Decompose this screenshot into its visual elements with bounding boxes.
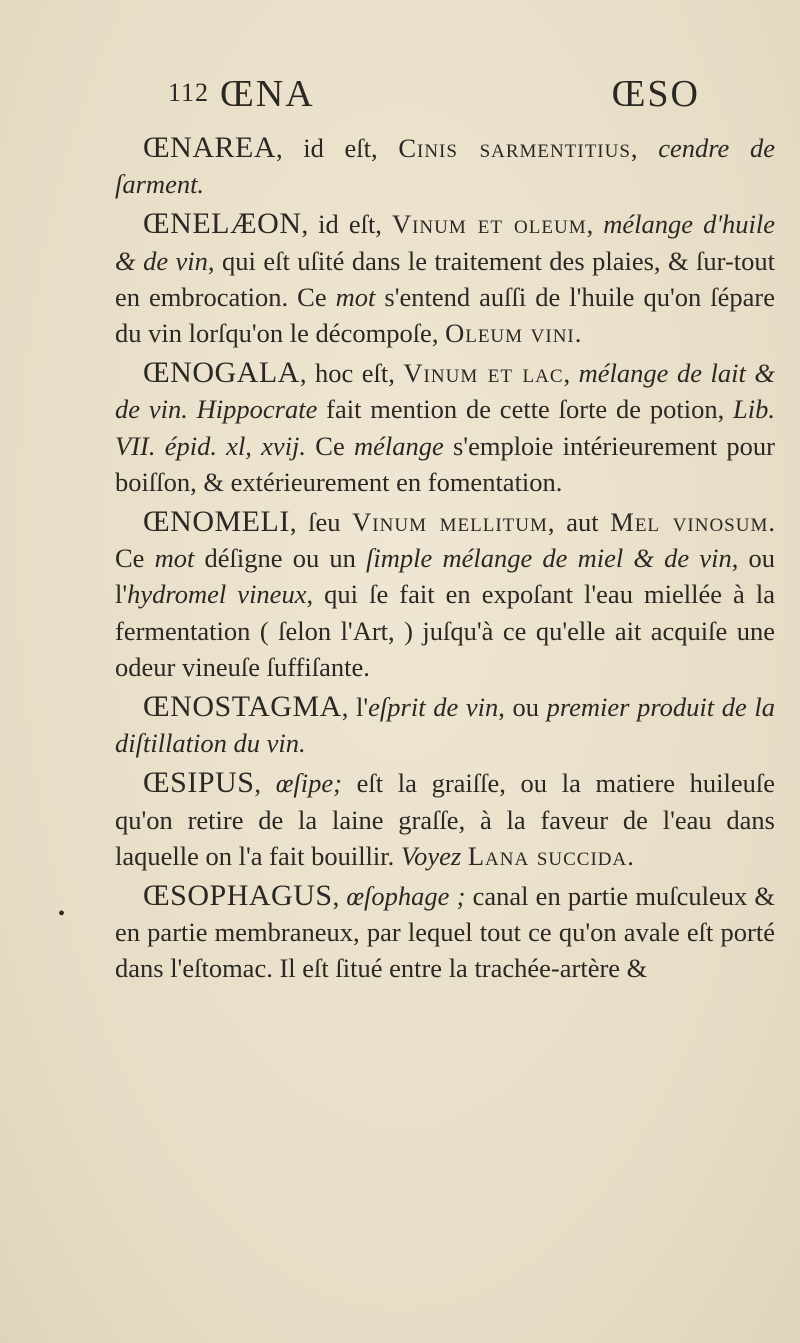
headword: ŒNOGALA [143,356,300,390]
french-gloss: œſophage ; [346,881,466,912]
french-gloss: premier produit de la diſtillation du vin. [115,692,775,759]
entry-oesipus [115,765,775,874]
french-gloss: cendre de ſarment. [115,133,775,200]
entry-text: , qui eſt uſité dans le traitement des plaies, & ſur-tout en embrocation. Ce [115,245,776,312]
entry-text: . [574,318,582,349]
entry-text: , [254,768,276,799]
entry-text: , qui ſe fait en expoſant l'eau miellée à la fermentation ( ſelon l'Art, ) juſqu'à ce qu'elle ait acquiſe une odeur vineuſe ſuffiſante. [115,579,775,682]
entry-text: , [332,881,347,912]
french-gloss: ſimple mélange de miel & de vin [366,543,732,574]
french-gloss: mélange de lait & de vin. Hippocrate [115,358,775,425]
entry-text: , [586,209,604,240]
entry-text: , [563,358,579,389]
dictionary-text [115,130,775,991]
headword: ŒSOPHAGUS [143,879,333,913]
entry-text: fait mention de cette ſorte de potion, [317,394,734,425]
headword: ŒNELÆON [143,207,302,241]
headword: ŒNAREA [143,131,277,164]
latin-term: Oleum vini [445,318,575,349]
french-gloss: mélange d'huile & de vin [115,209,775,276]
latin-term: Cinis sarmentitius [398,133,631,163]
entry-text: s'emploie intérieurement pour boiſſon, & extérieurement en fomentation. [115,430,775,497]
entry-text: , id eſt, [276,133,399,163]
french-gloss: eſprit de vin [368,692,499,723]
entry-text: . [627,840,634,871]
entry-text: eſt la graiſſe, ou la matiere huileuſe qu'on retire de la laine graſſe, à la faveur de l'eau dans laquelle on l'a fait bouillir. [115,768,775,871]
latin-term: Mel vinosum [610,507,769,538]
headword: ŒSIPUS [143,766,255,800]
entry-text: , id eſt, [301,209,392,240]
entry-oenarea [115,130,775,202]
entry-text: s'entend auſſi de l'huile qu'on ſépare du vin lorſqu'on le décompoſe, [115,281,775,349]
entry-text: , aut [547,507,611,538]
entry-text: , ou [498,692,547,723]
french-gloss: hydromel vineux [127,579,307,610]
page-number: 112 [168,78,210,107]
margin-mark: • [58,903,66,925]
entry-text: , l' [341,692,369,723]
italic-text: mot [154,543,195,574]
reference: Lib. VII. épid. xl, xvij. [115,394,776,461]
entry-oenogala [115,355,775,500]
headword: ŒNOSTAGMA [143,690,342,724]
entry-text: . Ce [115,507,775,574]
entry-text: canal en partie muſculeux & en partie membraneux, par lequel tout ce qu'on avale eſt porté dans l'eſtomac. Il eſt ſitué entre la trachée-artère & [115,881,776,984]
latin-term: Lana succida [467,840,628,871]
italic-text: mélange [353,430,444,461]
entry-text [461,841,468,871]
cross-reference: Voyez [400,840,462,871]
entry-text: , [630,133,659,163]
entry-oenomeli [115,504,775,685]
headword: ŒNOMELI [143,505,290,539]
running-header [168,72,700,122]
french-gloss: œſipe; [275,768,342,799]
latin-term: Vinum mellitum [352,507,548,538]
italic-text: mot [335,281,376,312]
right-running-head: ŒSO [611,73,700,115]
entry-text: , ou l' [115,543,776,610]
entry-text: , ſeu [289,507,353,538]
left-running-head: ŒNA [220,73,315,115]
entry-text: déſigne ou un [194,543,367,574]
latin-term: Vinum et lac [403,358,564,389]
entry-oenelaeon [115,206,775,351]
entry-text: Ce [306,430,354,461]
entry-oenostagma [115,689,775,761]
entry-text: , hoc eſt, [299,358,404,389]
latin-term: Vinum et oleum [391,209,587,240]
entry-oesophagus [115,878,775,987]
